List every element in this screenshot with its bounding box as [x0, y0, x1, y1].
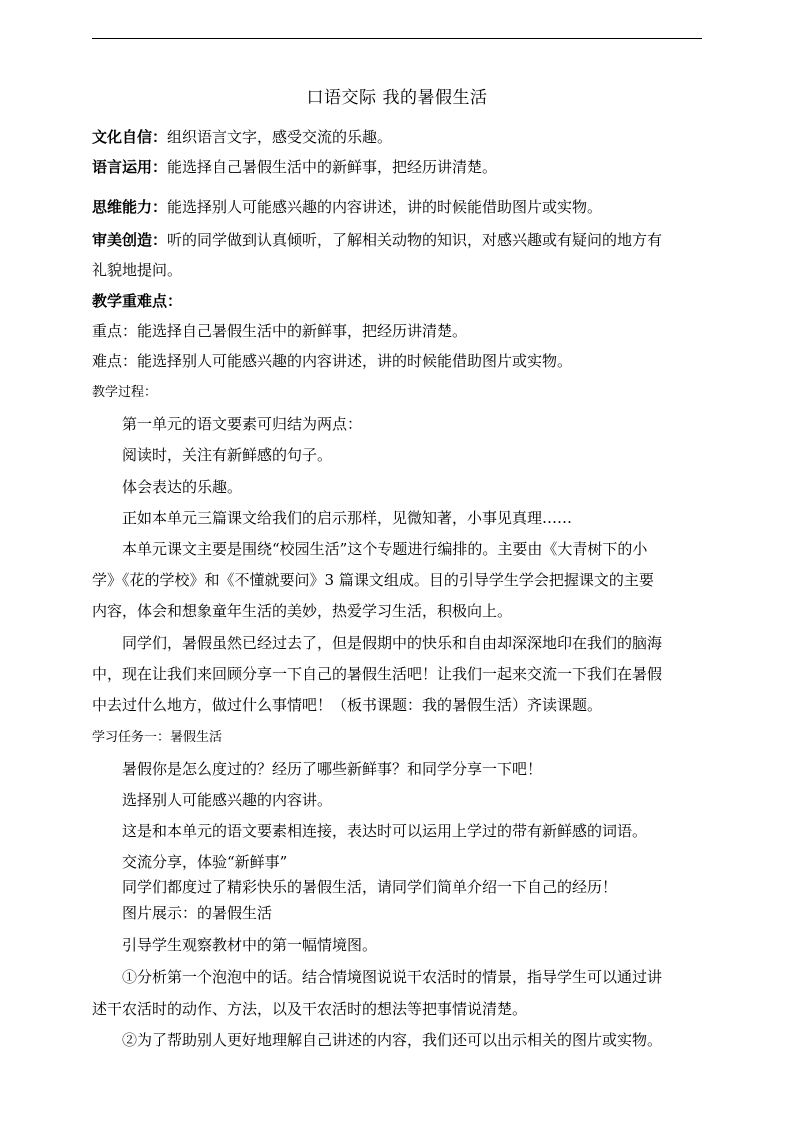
document-title: 口语交际 我的暑假生活	[306, 88, 488, 108]
key-point: 重点：能选择自己暑假生活中的新鲜事，把经历讲清楚。	[92, 322, 468, 340]
task-line: ①分析第一个泡泡中的话。结合情境图说说干农活时的情景，指导学生可以通过讲	[122, 968, 663, 986]
process-line: 同学们，暑假虽然已经过去了，但是假期中的快乐和自由却深深地印在我们的脑海	[122, 634, 663, 652]
process-line: 第一单元的语文要素可归结为两点：	[122, 415, 363, 433]
goal-text: 听的同学做到认真倾听，了解相关动物的知识，对感兴趣或有疑问的地方有	[167, 231, 663, 249]
goal-aesthetic	[92, 229, 662, 251]
difficult-point: 难点：能选择别人可能感兴趣的内容讲述，讲的时候能借助图片或实物。	[92, 352, 573, 370]
goal-aesthetic-continuation: 礼貌地提问。	[92, 261, 183, 279]
process-line: 中去过什么地方，做过什么事情吧！（板书课题：我的暑假生活）齐读课题。	[92, 696, 603, 714]
goal-label: 文化自信：	[92, 128, 168, 146]
task-line: 交流分享，体验“新鲜事”	[122, 853, 288, 871]
goal-label: 思维能力：	[92, 198, 168, 216]
task-line: 同学们都度过了精彩快乐的暑假生活，请同学们简单介绍一下自己的经历！	[122, 878, 618, 896]
process-line: 阅读时，关注有新鲜感的句子。	[122, 446, 333, 464]
process-line: 内容，体会和想象童年生活的美妙，热爱学习生活，积极向上。	[92, 602, 513, 620]
task-line: 这是和本单元的语文要素相连接，表达时可以运用上学过的带有新鲜感的词语。	[122, 822, 648, 840]
process-line: 中，现在让我们来回顾分享一下自己的暑假生活吧！让我们一起来交流一下我们在暑假	[92, 665, 663, 683]
task-line: 图片展示：的暑假生活	[122, 904, 273, 922]
goal-language	[92, 156, 497, 178]
task-line: 述干农活时的动作、方法，以及干农活时的想法等把事情说清楚。	[92, 1000, 528, 1018]
goal-label: 审美创造：	[92, 231, 168, 249]
process-line: 学》《花的学校》和《不懂就要问》3 篇课文组成。目的引导学生学会把握课文的主要	[92, 571, 654, 589]
task-heading: 学习任务一：暑假生活	[92, 730, 223, 745]
goal-text: 能选择自己暑假生活中的新鲜事，把经历讲清楚。	[167, 158, 498, 176]
goal-label: 语言运用：	[92, 158, 168, 176]
task-line: 引导学生观察教材中的第一幅情境图。	[122, 936, 378, 954]
process-line: 正如本单元三篇课文给我们的启示那样，见微知著，小事见真理……	[122, 509, 573, 527]
process-line: 本单元课文主要是围绕“校园生活”这个专题进行编排的。主要由《大青树下的小	[122, 540, 648, 558]
key-points-heading: 教学重难点：	[92, 292, 183, 310]
goal-text: 组织语言文字，感受交流的乐趣。	[167, 128, 393, 146]
goal-text: 能选择别人可能感兴趣的内容讲述，讲的时候能借助图片或实物。	[167, 198, 603, 216]
goal-culture	[92, 126, 392, 148]
header-rule	[92, 38, 702, 39]
task-line: ②为了帮助别人更好地理解自己讲述的内容，我们还可以出示相关的图片或实物。	[122, 1031, 663, 1049]
task-line: 暑假你是怎么度过的？经历了哪些新鲜事？和同学分享一下吧！	[122, 760, 543, 778]
goal-thinking	[92, 196, 602, 218]
task-line: 选择别人可能感兴趣的内容讲。	[122, 791, 333, 809]
process-line: 体会表达的乐趣。	[122, 478, 243, 496]
process-heading: 教学过程：	[92, 385, 158, 400]
